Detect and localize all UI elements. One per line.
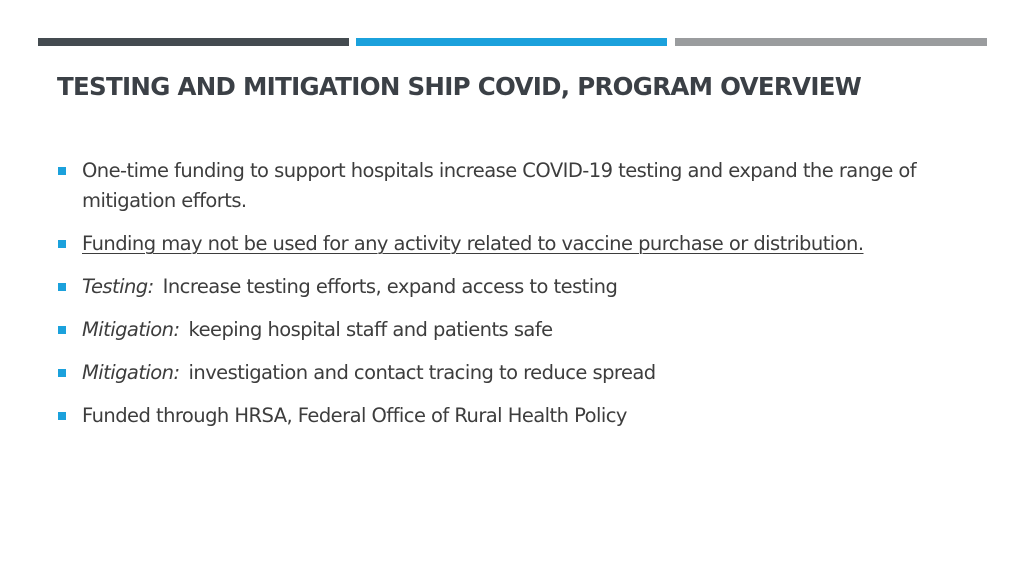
square-bullet-icon: [58, 167, 66, 175]
bullet-text: Funded through HRSA, Federal Office of Rural Health Policy: [82, 404, 627, 427]
bullet-text: investigation and contact tracing to reduce spread: [188, 361, 656, 384]
square-bullet-icon: [58, 369, 66, 377]
square-bullet-icon: [58, 283, 66, 291]
accent-bar-gray: [675, 38, 987, 46]
bullet-item-testing: [57, 272, 967, 302]
bullet-item-funded-through: [57, 401, 967, 431]
bullet-label: Mitigation:: [82, 318, 180, 341]
accent-bar-dark: [38, 38, 349, 46]
bullet-item-funding: [57, 156, 967, 216]
square-bullet-icon: [58, 326, 66, 334]
bullet-list: [57, 156, 967, 444]
bullet-label: Mitigation:: [82, 361, 180, 384]
accent-bar-blue: [356, 38, 667, 46]
bullet-text-underlined: Funding may not be used for any activity related to vaccine purchase or distribution.: [82, 232, 864, 255]
bullet-text: keeping hospital staff and patients safe: [188, 318, 553, 341]
bullet-item-restriction: [57, 229, 967, 259]
accent-bars: [38, 38, 987, 46]
square-bullet-icon: [58, 412, 66, 420]
square-bullet-icon: [58, 240, 66, 248]
bullet-item-mitigation-tracing: [57, 358, 967, 388]
slide-title: TESTING AND MITIGATION SHIP COVID, PROGRAM OVERVIEW: [57, 72, 862, 101]
bullet-text: One-time funding to support hospitals increase COVID-19 testing and expand the range of mitigation efforts.: [82, 159, 917, 212]
bullet-label: Testing:: [82, 275, 154, 298]
bullet-item-mitigation-safety: [57, 315, 967, 345]
bullet-text: Increase testing efforts, expand access to testing: [162, 275, 618, 298]
